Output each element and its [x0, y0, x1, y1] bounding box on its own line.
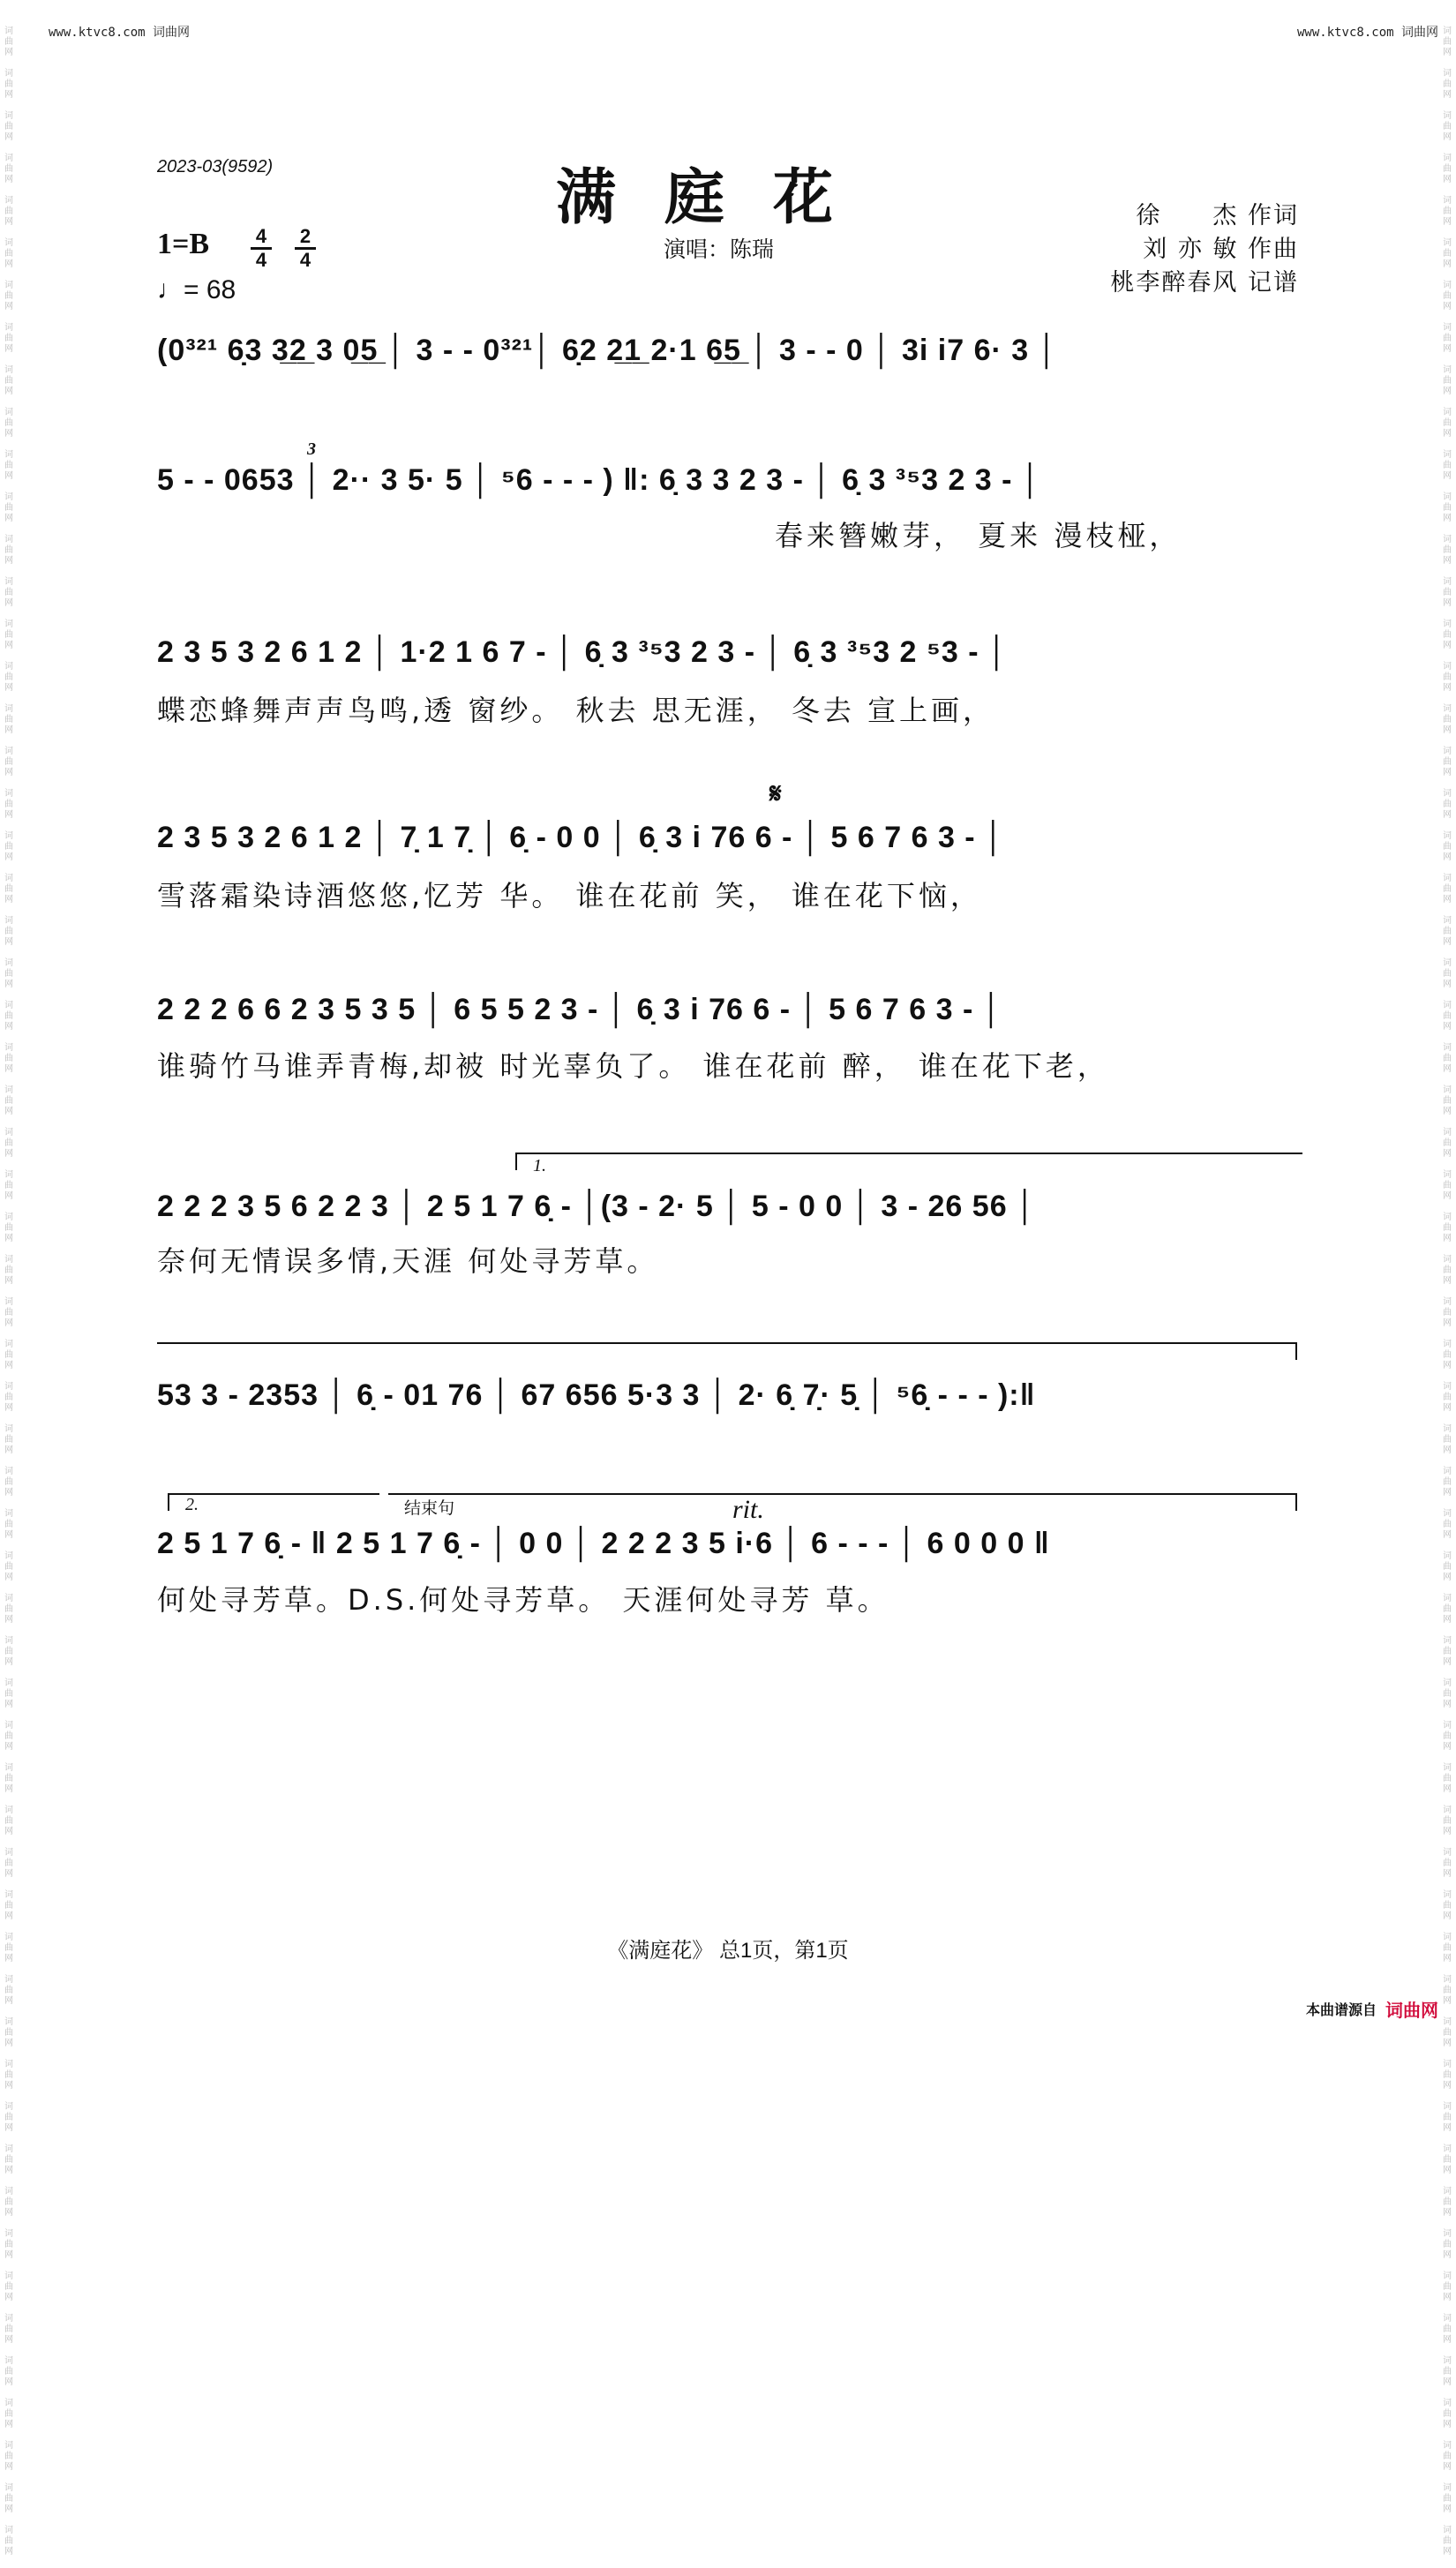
date-code: 2023-03(9592) [157, 157, 274, 176]
time-sig-numerator: 4 [255, 225, 267, 247]
side-watermark-text: 词 曲 网 词 曲 网 词 曲 网 词 曲 网 词 曲 网 词 曲 网 词 曲 网 词 曲 网 词 曲 网 词 曲 网 词 曲 网 词 曲 网 词 曲 网 词 曲 网 词 曲 网 词 曲 网 词 曲 网 词 曲 网 词 曲 网 词 曲 网 词 曲 网 词 曲 网 词 曲 网 词 曲 网 词 曲 网 词 曲 网 词 曲 网 词 曲 网 词 曲 网 词 曲 网 词 曲 网 词 曲 网 词 曲 网 词 曲 网 词 曲 网 词 曲 网 词 曲 网 词 曲 网 词 曲 网 词 曲 网 词 曲 网 词 曲 网 词 曲 网 词 曲 网 词 曲 网 词 曲 网 词 曲 网 词 曲 网 词 曲 网 词 曲 网 词 曲 网 词 曲 网 词 曲 网 词 曲 网 词 曲 网 词 曲 网 词 曲 网 词 曲 网 词 曲 网 词 曲 网 [4, 26, 13, 2557]
tempo-marking: ♩= 68 [157, 275, 236, 304]
score-row-4: 2 3 5 3 2 6 1 2 │ 7̣ 1 7̣ │ 6̣ - 0 0 │ 6̣ 3 i 76 6 - │ 5 6 7 6 3 - │ [157, 821, 1005, 854]
score-row-2: 5 - - 0653 │ 2·· 3 5· 5 │ ⁵6 - - - ) ‖: 6̣ 3 3 2 3 - │ 6̣ 3 ³⁵3 2 3 - │ [157, 463, 1042, 497]
first-ending-bracket [515, 1153, 1302, 1170]
time-sig-denominator: 4 [255, 249, 267, 271]
lyrics-row-6: 奈何无情误多情,天涯 何处寻芳草。 [157, 1244, 659, 1278]
composer-credit: 刘 亦 敏 作曲 [1143, 236, 1299, 263]
first-ending-continuation [157, 1342, 1297, 1360]
segno-sign: 𝄋 [769, 777, 782, 810]
lyrics-row-3: 蝶恋蜂舞声声鸟鸣,透 窗纱。 秋去 思无涯， 冬去 宣上画， [157, 694, 995, 727]
side-watermark-left [2, 26, 16, 2568]
lyricist-credit: 徐 杰 作词 [1136, 202, 1299, 229]
second-ending-bracket [168, 1493, 379, 1511]
lyrics-row-8: 何处寻芳草。D.S.何处寻芳草。 天涯何处寻芳 草。 [157, 1583, 889, 1617]
score-row-3: 2 3 5 3 2 6 1 2 │ 1·2 1 6 7 - │ 6̣ 3 ³⁵3 2 3 - │ 6̣ 3 ³⁵3 2 ⁵3 - │ [157, 635, 1009, 669]
source-watermark-left: www.ktvc8.com 词曲网 [49, 26, 191, 40]
singer-credit: 演唱：陈瑞 [664, 237, 775, 262]
coda-label: 结束句 [404, 1498, 455, 1518]
ritardando-mark: rit. [732, 1495, 764, 1524]
source-note: 本曲谱源自 [1305, 2001, 1377, 2018]
time-sig-numerator: 2 [299, 225, 311, 247]
transcriber-credit: 桃李醉春风 记谱 [1110, 269, 1299, 297]
coda-bracket [388, 1493, 1297, 1511]
side-watermark-text: 词 曲 网 词 曲 网 词 曲 网 词 曲 网 词 曲 网 词 曲 网 词 曲 网 词 曲 网 词 曲 网 词 曲 网 词 曲 网 词 曲 网 词 曲 网 词 曲 网 词 曲 网 词 曲 网 词 曲 网 词 曲 网 词 曲 网 词 曲 网 词 曲 网 词 曲 网 词 曲 网 词 曲 网 词 曲 网 词 曲 网 词 曲 网 词 曲 网 词 曲 网 词 曲 网 词 曲 网 词 曲 网 词 曲 网 词 曲 网 词 曲 网 词 曲 网 词 曲 网 词 曲 网 词 曲 网 词 曲 网 词 曲 网 词 曲 网 词 曲 网 词 曲 网 词 曲 网 词 曲 网 词 曲 网 词 曲 网 词 曲 网 词 曲 网 词 曲 网 词 曲 网 词 曲 网 词 曲 网 词 曲 网 词 曲 网 词 曲 网 词 曲 网 词 曲 网 词 曲 网 [1443, 26, 1452, 2557]
lyrics-row-4: 雪落霜染诗酒悠悠,忆芳 华。 谁在花前 笑， 谁在花下恼， [157, 879, 982, 912]
lyrics-row-5: 谁骑竹马谁弄青梅,却被 时光辜负了。 谁在花前 醉， 谁在花下老， [157, 1049, 1109, 1083]
score-row-6: 2 2 2 3 5 6 2 2 3 │ 2 5 1 7 6̣ - │(3 - 2· 5 │ 5 - 0 0 │ 3 - 26 56 │ [157, 1190, 1037, 1223]
key-signature: 1=B [157, 228, 210, 260]
time-signature-4-4 [251, 227, 272, 270]
score-row-5: 2 2 2 6 6 2 3 5 3 5 │ 6 5 5 2 3 - │ 6̣ 3 i 76 6 - │ 5 6 7 6 3 - │ [157, 993, 1002, 1026]
side-watermark-right [1440, 26, 1454, 2568]
score-row-7: 53 3 - 2353 │ 6̣ - 01 76 │ 67 656 5·3 3 │ 2· 6̣ 7̣· 5̣ │ ⁵6̣ - - - ):‖ [157, 1378, 1036, 1412]
brand-logo: 词曲网 [1385, 2000, 1438, 2021]
score-row-1: (0³²¹ 6̣3 3̲2̲ 3 0̲5̲ │ 3 - - 0³²¹│ 6̣2 2̲1̲ 2·1 6̲5̲ │ 3 - - 0 │ 3i i7 6· 3 │ [157, 334, 1058, 367]
time-sig-denominator: 4 [299, 249, 311, 271]
triplet-mark: 3 [307, 439, 316, 459]
page-info: 《满庭花》 总1页，第1页 [607, 1939, 849, 1963]
source-watermark-right: www.ktvc8.com 词曲网 [1296, 26, 1438, 40]
time-signature-2-4 [295, 227, 316, 270]
score-row-8: 2 5 1 7 6̣ - ‖ 2 5 1 7 6̣ - │ 0 0 │ 2 2 2 3 5 i·6 │ 6 - - - │ 6 0 0 0 ‖ [157, 1527, 1050, 1560]
second-ending-label: 2. [185, 1495, 199, 1514]
first-ending-label: 1. [533, 1156, 546, 1175]
song-title: 满庭花 [556, 162, 882, 233]
lyrics-row-2: 春来簪嫩芽， 夏来 漫枝桠， [775, 519, 1182, 552]
